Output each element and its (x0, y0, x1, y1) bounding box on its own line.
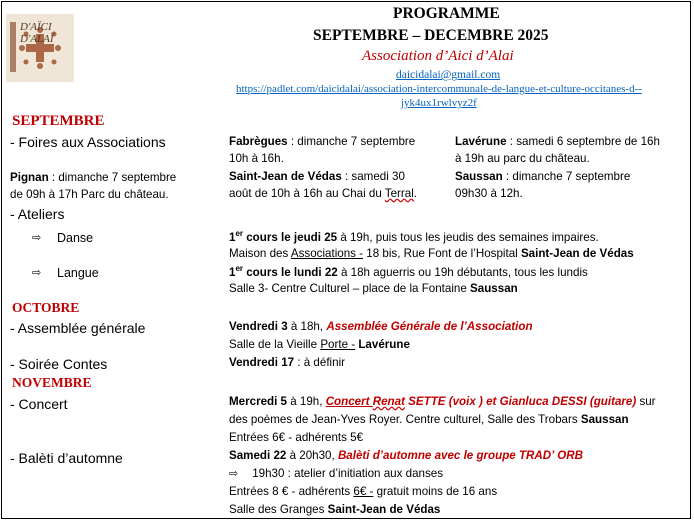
baleti-line4: Salle des Granges Saint-Jean de Védas (229, 503, 441, 516)
foires-label: - Foires aux Associations (10, 134, 166, 150)
logo-text: D'AÏCI D'ALAÏ (20, 21, 54, 45)
saussan-line1: Saussan : dimanche 7 septembre (455, 170, 631, 183)
contes-label: - Soirée Contes (10, 356, 108, 372)
saintjean-line2: août de 10h à 16h au Chai du Terral. (229, 187, 418, 200)
langue-line2: Salle 3- Centre Culturel – place de la Fontaine Saussan (229, 282, 518, 295)
saussan-line2: 09h30 à 12h. (455, 187, 523, 200)
association-logo (6, 14, 74, 82)
assemblee-line1: Vendredi 3 à 18h, Assemblée Générale de l’Association (229, 320, 533, 333)
baleti-line2: ⇨ 19h30 : atelier d’initiation aux danses (229, 467, 444, 480)
langue-line1: 1er cours le lundi 22 à 18h aguerris ou 19h débutants, tous les lundis (229, 264, 588, 279)
danse-label: Danse (57, 231, 94, 245)
ateliers-label: - Ateliers (10, 206, 65, 222)
association-name: Association d’Aici d’Alai (362, 48, 514, 64)
concert-line1: Mercredi 5 à 19h, Concert Renat SETTE (voix ) et Gianluca DESSI (guitare) sur (229, 395, 656, 408)
fabregues-line2: 10h à 16h. (229, 152, 284, 165)
pignan-line1: Pignan : dimanche 7 septembre (10, 171, 177, 184)
assemblee-label: - Assemblée générale (10, 320, 146, 336)
month-septembre: SEPTEMBRE (12, 113, 105, 129)
langue-label: Langue (57, 266, 99, 280)
period-title: SEPTEMBRE – DECEMBRE 2025 (313, 27, 549, 44)
month-octobre: OCTOBRE (12, 300, 80, 315)
danse-line1: 1er cours le jeudi 25 à 19h, puis tous les jeudis des semaines impaires. (229, 229, 599, 244)
pignan-line2: de 09h à 17h Parc du château. (10, 188, 169, 201)
concert-line3: Entrées 6€ - adhérents 5€ (229, 431, 364, 444)
concert-label: - Concert (10, 396, 68, 412)
saintjean-line1: Saint-Jean de Védas : samedi 30 (229, 170, 405, 183)
danse-line2: Maison des Associations - 18 bis, Rue Font de l’Hospital Saint-Jean de Védas (229, 247, 634, 260)
email-link[interactable]: daicidalai@gmail.com (396, 69, 501, 81)
baleti-line3: Entrées 8 € - adhérents 6€ - gratuit moins de 16 ans (229, 485, 498, 498)
programme-title: PROGRAMME (393, 5, 500, 22)
concert-line2: des poèmes de Jean-Yves Royer. Centre culturel, Salle des Trobars Saussan (229, 413, 629, 426)
laverune-line2: à 19h au parc du château. (455, 152, 590, 165)
arrow-right-icon: ⇨ (32, 232, 42, 244)
padlet-link-line2[interactable]: jyk4ux1rwlvyz2f (401, 97, 477, 109)
padlet-link-line1[interactable]: https://padlet.com/daicidalai/association-intercommunale-de-langue-et-culture-occitanes-d-- (236, 83, 642, 95)
fabregues-line1: Fabrègues : dimanche 7 septembre (229, 135, 416, 148)
laverune-line1: Lavérune : samedi 6 septembre de 16h (455, 135, 660, 148)
assemblee-line2: Salle de la Vieille Porte - Lavérune (229, 338, 410, 351)
contes-line: Vendredi 17 : à définir (229, 356, 346, 369)
arrow-right-icon: ⇨ (229, 468, 239, 480)
baleti-line1: Samedi 22 à 20h30, Balèti d’automne avec le groupe TRAD’ ORB (229, 449, 583, 462)
month-novembre: NOVEMBRE (12, 375, 92, 390)
baleti-label: - Balèti d’automne (10, 450, 123, 466)
arrow-right-icon: ⇨ (32, 267, 42, 279)
